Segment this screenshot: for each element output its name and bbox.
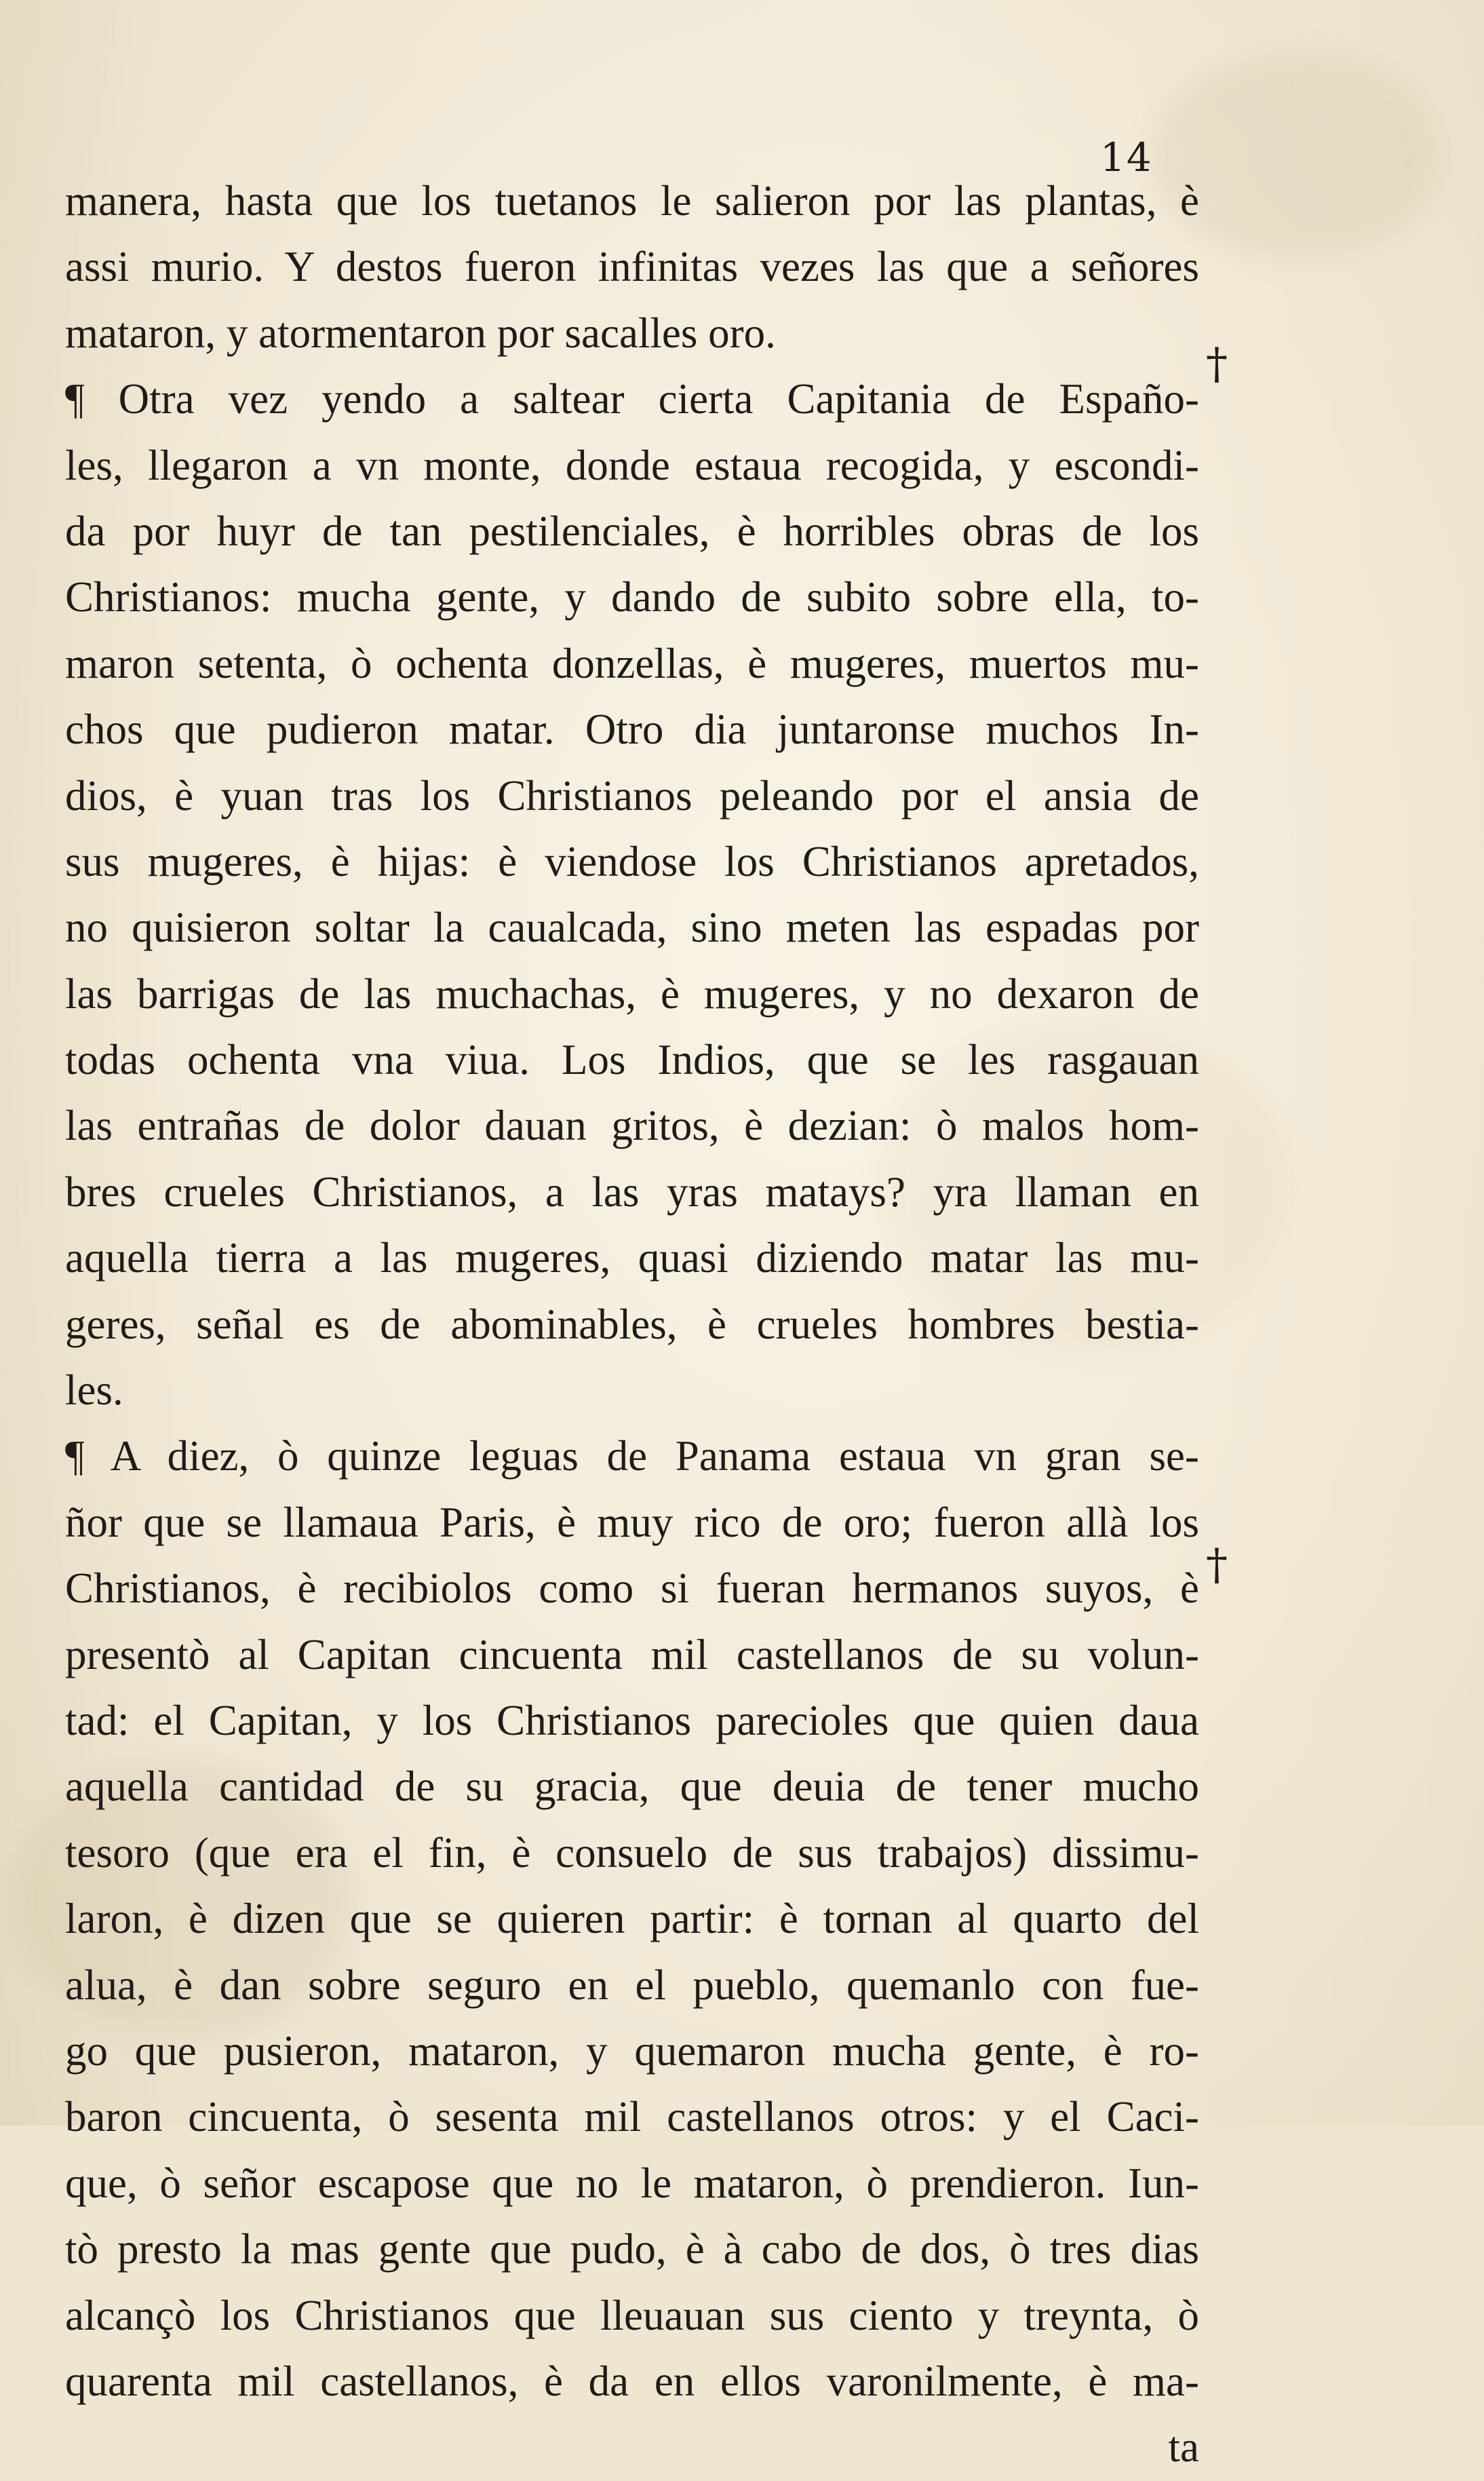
text-line: laron, è dizen que se quieren partir: è tornan al quarto del: [65, 1895, 1199, 1943]
text-line: las barrigas de las muchachas, è mugeres, y no dexaron de: [65, 969, 1199, 1018]
text-line: manera, hasta que los tuetanos le salieron por las plantas, è: [65, 177, 1199, 225]
body-text: [65, 168, 1199, 2481]
text-line: las entrañas de dolor dauan gritos, è dezian: ò malos hom-: [65, 1102, 1199, 1150]
text-line: no quisieron soltar la caualcada, sino meten las espadas por: [65, 904, 1199, 952]
text-line: tad: el Capitan, y los Christianos parecioles que quien daua: [65, 1696, 1199, 1744]
text-line: assi murio. Y destos fueron infinitas vezes las que a señores: [65, 243, 1199, 291]
text-line: maron setenta, ò ochenta donzellas, è mugeres, muertos mu-: [65, 639, 1199, 687]
text-line: Christianos: mucha gente, y dando de subito sobre ella, to-: [65, 573, 1199, 621]
margin-dagger-mark: †: [1206, 1540, 1228, 1590]
text-line: bres crueles Christianos, a las yras matays? yra llaman en: [65, 1168, 1199, 1216]
page-number: 14: [1100, 134, 1153, 180]
text-line: ¶ Otra vez yendo a saltear cierta Capitania de Españo-: [65, 375, 1199, 423]
text-line: da por huyr de tan pestilenciales, è horribles obras de los: [65, 507, 1199, 555]
text-line: aquella cantidad de su gracia, que deuia de tener mucho: [65, 1763, 1199, 1811]
text-line: mataron, y atormentaron por sacalles oro.: [65, 309, 776, 357]
text-line: chos que pudieron matar. Otro dia juntaronse muchos In-: [65, 706, 1199, 754]
text-line: todas ochenta vna viua. Los Indios, que se les rasgauan: [65, 1036, 1199, 1084]
text-line: ¶ A diez, ò quinze leguas de Panama estaua vn gran se-: [65, 1432, 1199, 1480]
text-line: go que pusieron, mataron, y quemaron mucha gente, è ro-: [65, 2026, 1199, 2075]
catchword: ta: [1168, 2423, 1199, 2472]
text-line: quarenta mil castellanos, è da en ellos varonilmente, è ma-: [65, 2357, 1199, 2405]
text-line: que, ò señor escapose que no le mataron, ò prendieron. Iun-: [65, 2159, 1199, 2207]
text-line: tesoro (que era el fin, è consuelo de sus trabajos) dissimu-: [65, 1828, 1199, 1877]
text-line: alua, è dan sobre seguro en el pueblo, quemanlo con fue-: [65, 1961, 1199, 2009]
text-line: les, llegaron a vn monte, donde estaua recogida, y escondi-: [65, 441, 1199, 489]
text-line: aquella tierra a las mugeres, quasi diziendo matar las mu-: [65, 1234, 1199, 1282]
text-line: geres, señal es de abominables, è crueles hombres bestia-: [65, 1300, 1199, 1348]
text-line: tò presto la mas gente que pudo, è à cabo de dos, ò tres dias: [65, 2225, 1199, 2273]
text-line: ñor que se llamaua Paris, è muy rico de oro; fueron allà los: [65, 1498, 1199, 1546]
text-line: sus mugeres, è hijas: è viendose los Christianos apretados,: [65, 837, 1199, 885]
text-line: presentò al Capitan cincuenta mil castellanos de su volun-: [65, 1630, 1199, 1678]
text-line: Christianos, è recibiolos como si fueran hermanos suyos, è: [65, 1564, 1199, 1613]
text-line: alcançò los Christianos que lleuauan sus ciento y treynta, ò: [65, 2291, 1199, 2339]
margin-dagger-mark: †: [1206, 339, 1228, 389]
text-line: baron cincuenta, ò sesenta mil castellanos otros: y el Caci-: [65, 2093, 1199, 2141]
text-line: dios, è yuan tras los Christianos peleando por el ansia de: [65, 771, 1199, 820]
text-line: les.: [65, 1366, 123, 1415]
